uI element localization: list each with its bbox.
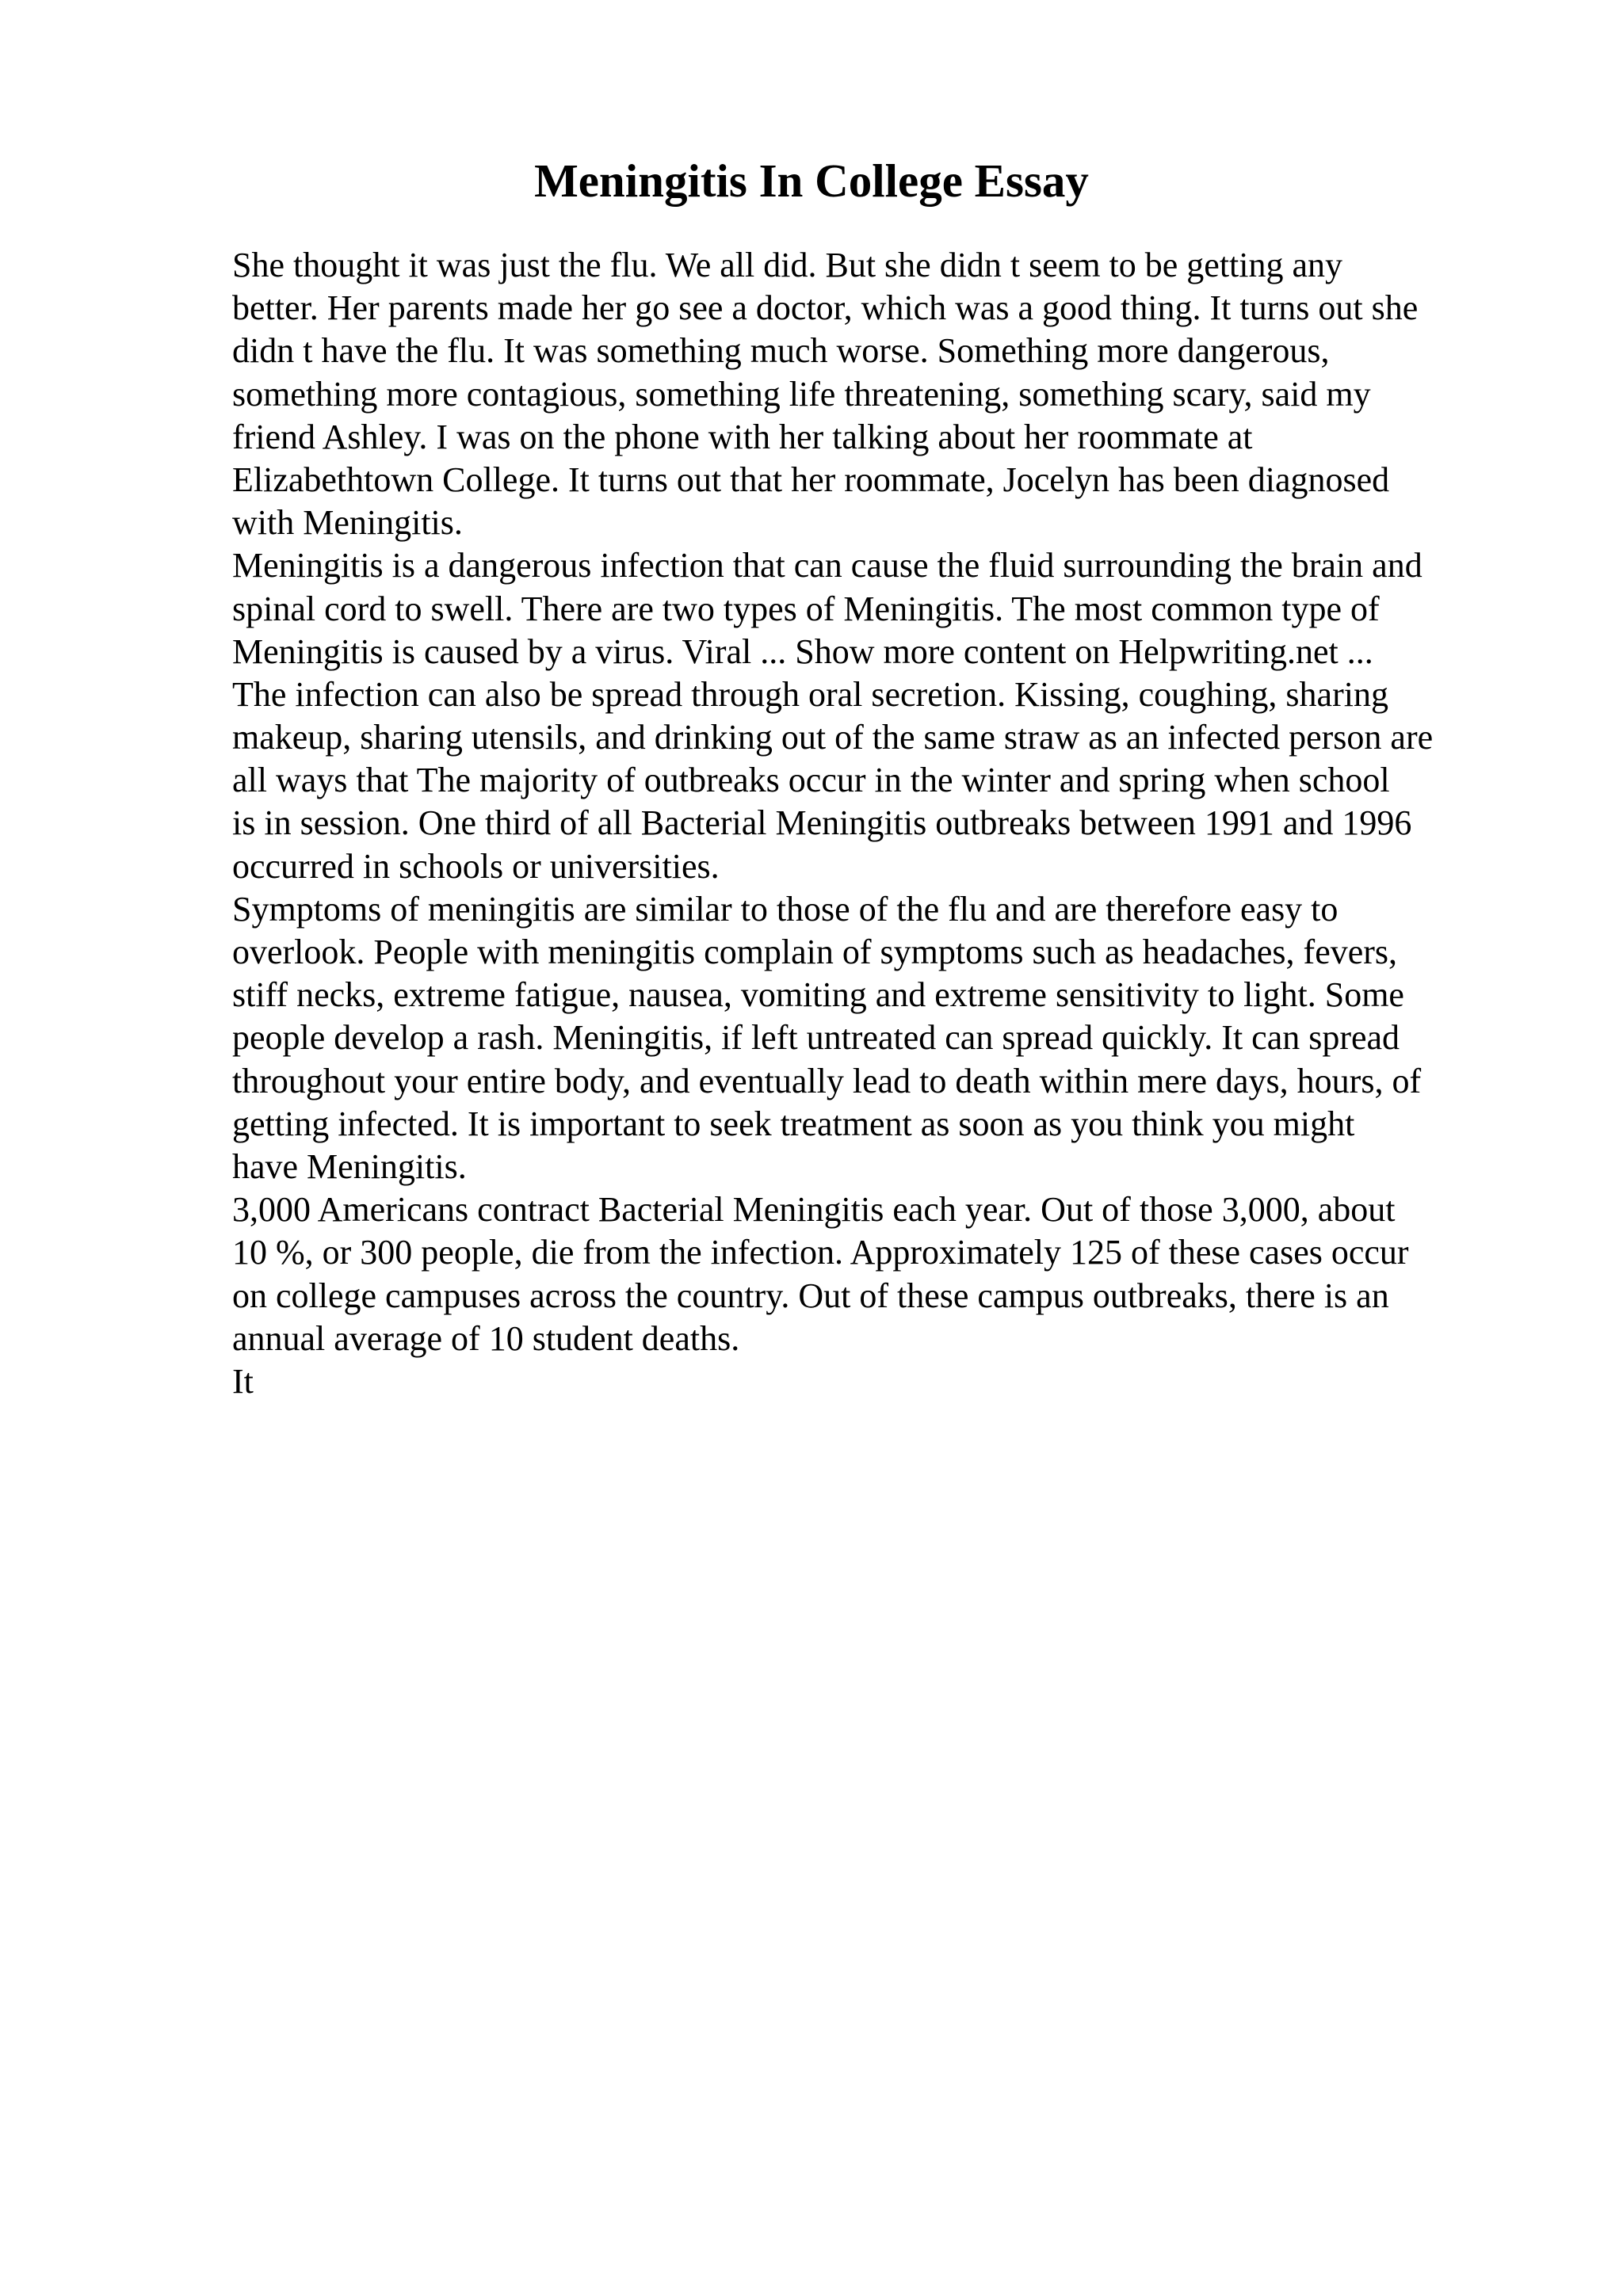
body-line: 3,000 Americans contract Bacterial Meningitis each year. Out of those 3,000, about bbox=[232, 1190, 1396, 1230]
document-body bbox=[232, 244, 1532, 1403]
body-line: something more contagious, something life threatening, something scary, said my bbox=[232, 374, 1371, 414]
body-line: better. Her parents made her go see a doctor, which was a good thing. It turns out she bbox=[232, 288, 1419, 328]
body-line: spinal cord to swell. There are two types of Meningitis. The most common type of bbox=[232, 589, 1380, 628]
body-line: Elizabethtown College. It turns out that her roommate, Jocelyn has been diagnosed bbox=[232, 460, 1390, 499]
body-line: with Meningitis. bbox=[232, 503, 463, 543]
body-line: Meningitis is caused by a virus. Viral ... Show more content on Helpwriting.net ... bbox=[232, 631, 1373, 671]
body-line: makeup, sharing utensils, and drinking out of the same straw as an infected person are bbox=[232, 718, 1434, 757]
body-line: Meningitis is a dangerous infection that can cause the fluid surrounding the brain and bbox=[232, 546, 1423, 585]
document-title: Meningitis In College Essay bbox=[534, 154, 1089, 207]
body-line: people develop a rash. Meningitis, if left untreated can spread quickly. It can spread bbox=[232, 1018, 1400, 1058]
body-line: is in session. One third of all Bacterial Meningitis outbreaks between 1991 and 1996 bbox=[232, 803, 1412, 843]
body-line: have Meningitis. bbox=[232, 1146, 467, 1186]
body-line: The infection can also be spread through oral secretion. Kissing, coughing, sharing bbox=[232, 674, 1388, 714]
body-line: getting infected. It is important to seek treatment as soon as you think you might bbox=[232, 1104, 1355, 1143]
body-line: She thought it was just the flu. We all did. But she didn t seem to be getting any bbox=[232, 246, 1343, 284]
body-line: on college campuses across the country. Out of these campus outbreaks, there is an bbox=[232, 1276, 1389, 1315]
body-line: all ways that The majority of outbreaks occur in the winter and spring when school bbox=[232, 761, 1390, 800]
body-line: didn t have the flu. It was something much worse. Something more dangerous, bbox=[232, 331, 1330, 371]
body-line: occurred in schools or universities. bbox=[232, 846, 720, 886]
body-line: stiff necks, extreme fatigue, nausea, vomiting and extreme sensitivity to light. Some bbox=[232, 975, 1404, 1015]
body-line: Symptoms of meningitis are similar to those of the flu and are therefore easy to bbox=[232, 889, 1338, 929]
body-line: It bbox=[232, 1361, 254, 1401]
body-line: overlook. People with meningitis complain of symptoms such as headaches, fevers, bbox=[232, 933, 1398, 971]
body-line: friend Ashley. I was on the phone with her talking about her roommate at bbox=[232, 417, 1253, 456]
body-line: annual average of 10 student deaths. bbox=[232, 1318, 740, 1358]
body-line: throughout your entire body, and eventually lead to death within mere days, hours, of bbox=[232, 1061, 1422, 1100]
body-line: 10 %, or 300 people, die from the infection. Approximately 125 of these cases occur bbox=[232, 1233, 1409, 1272]
